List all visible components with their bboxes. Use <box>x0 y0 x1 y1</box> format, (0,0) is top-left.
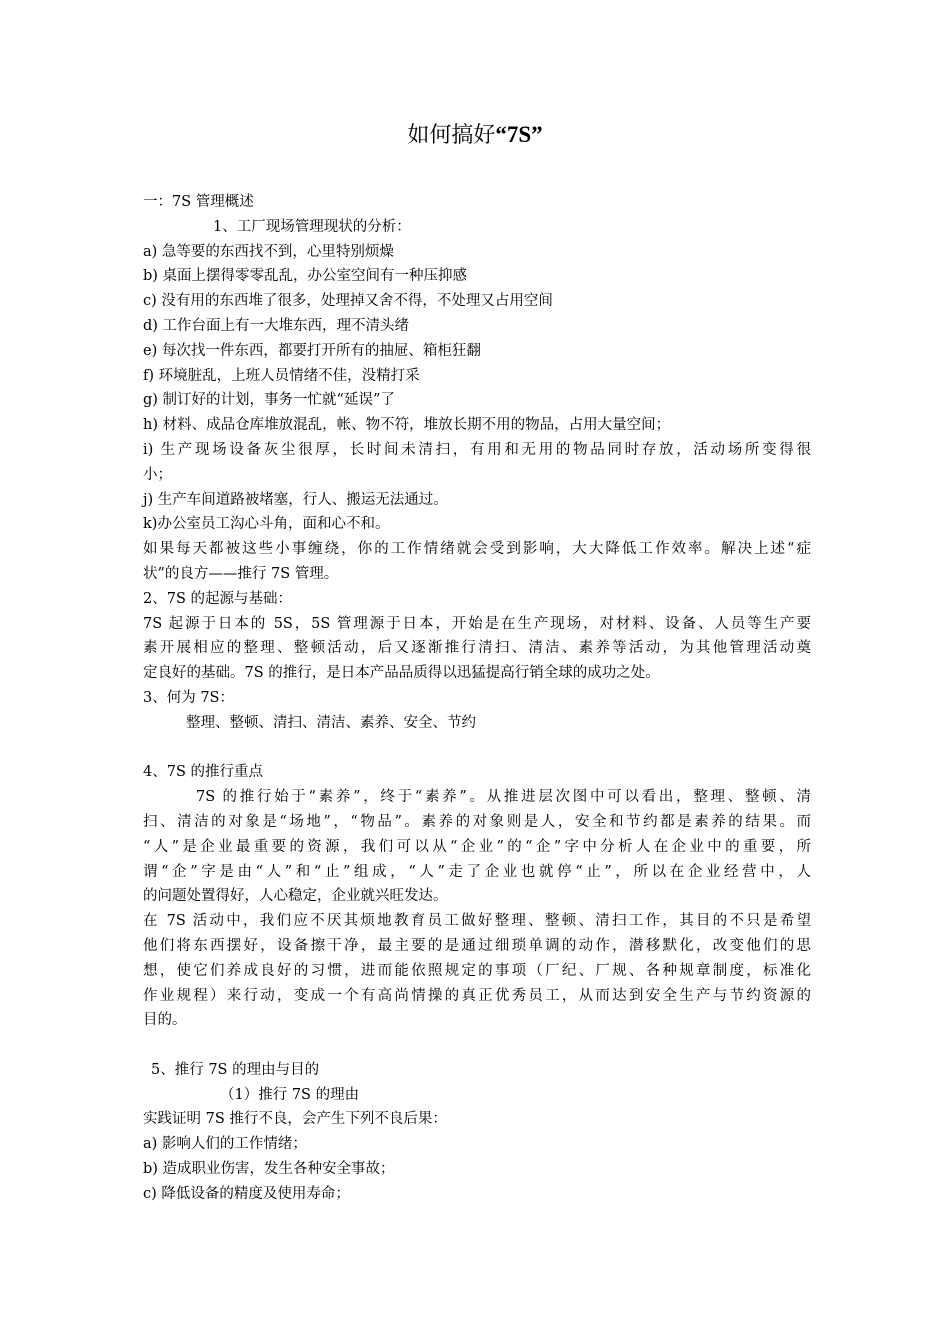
section1-subheading: 1、工厂现场管理现状的分析： <box>213 218 411 235</box>
list-item: f) 环境脏乱，上班人员情绪不佳，没精打采 <box>143 367 420 384</box>
list-item: c) 降低设备的精度及使用寿命； <box>143 1185 350 1202</box>
blank-line <box>143 1033 811 1058</box>
section3-heading: 3、何为 7S： <box>143 689 234 706</box>
paragraph-line: 目的。 <box>143 1012 187 1029</box>
document-title <box>0 118 950 153</box>
title-mark: “7S” <box>495 122 543 147</box>
list-item: j) 生产车间道路被堵塞，行人、搬运无法通过。 <box>143 491 448 508</box>
section1-heading: 一：7S 管理概述 <box>143 194 254 210</box>
paragraph-line: 谓“企”字是由“人”和“止”组成，“人”走了企业也就停“止”，所以在企业经营中，人 <box>143 863 811 880</box>
paragraph-line: 素开展相应的整理、整顿活动，后又逐渐推行清扫、清洁、素养等活动，为其他管理活动奠 <box>143 640 811 657</box>
blank-line <box>143 736 811 761</box>
paragraph-line: 在 7S 活动中，我们应不厌其烦地教育员工做好整理、整顿、清扫工作，其目的不只是希望 <box>143 913 811 930</box>
list-item: a) 影响人们的工作情绪； <box>143 1136 307 1153</box>
list-item: g) 制订好的计划，事务一忙就“延误”了 <box>143 392 395 409</box>
paragraph-line: 想，使它们养成良好的习惯，进而能依照规定的事项（厂纪、厂规、各种规章制度，标准化 <box>143 962 811 979</box>
paragraph-line: 他们将东西摆好，设备擦干净，最主要的是通过细琐单调的动作，潜移默化，改变他们的思 <box>143 937 811 954</box>
paragraph-line: 如果每天都被这些小事缠绕，你的工作情绪就会受到影响，大大降低工作效率。解决上述“症 <box>143 541 811 558</box>
list-item: k)办公室员工沟心斗角，面和心不和。 <box>143 516 390 533</box>
section3-items: 整理、整顿、清扫、清洁、素养、安全、节约 <box>186 714 476 731</box>
list-item: a) 急等要的东西找不到，心里特别烦燥 <box>143 243 394 260</box>
paragraph-line: 扫、清洁的对象是“场地”，“物品”。素养的对象则是人，安全和节约都是素养的结果。而 <box>143 813 811 830</box>
list-item: h) 材料、成品仓库堆放混乱，帐、物不符，堆放长期不用的物品，占用大量空间； <box>143 417 671 434</box>
title-prefix: 如何搞好 <box>407 123 496 148</box>
list-item: e) 每次找一件东西，都要打开所有的抽屉、箱柜狂翻 <box>143 342 481 359</box>
list-item: i) 生产现场设备灰尘很厚，长时间未清扫，有用和无用的物品同时存放，活动场所变得很 <box>143 441 811 458</box>
paragraph-line: 实践证明 7S 推行不良，会产生下列不良后果： <box>143 1111 447 1128</box>
paragraph-line: 作业规程）来行动，变成一个有高尚情操的真正优秀员工，从而达到安全生产与节约资源的 <box>143 987 811 1004</box>
paragraph-line: “人”是企业最重要的资源，我们可以从“企业”的“企”字中分析人在企业中的重要，所 <box>143 838 811 855</box>
document-body <box>143 190 811 1207</box>
list-item: b) 桌面上摆得零零乱乱，办公室空间有一种压抑感 <box>143 268 468 285</box>
list-item: c) 没有用的东西堆了很多，处理掉又舍不得，不处理又占用空间 <box>143 293 553 310</box>
paragraph-line: 7S 的推行始于“素养”，终于“素养”。从推进层次图中可以看出，整理、整顿、清 <box>196 789 811 806</box>
paragraph-line: 状”的良方——推行 7S 管理。 <box>143 565 339 582</box>
section4-heading: 4、7S 的推行重点 <box>143 764 263 781</box>
paragraph-line: 的问题处置得好，人心稳定，企业就兴旺发达。 <box>143 888 448 905</box>
paragraph-line: 定良好的基础。7S 的推行，是日本产品品质得以迅猛提高行销全球的成功之处。 <box>143 665 660 682</box>
paragraph-line: 7S 起源于日本的 5S，5S 管理源于日本，开始是在生产现场，对材料、设备、人员等生产要 <box>143 615 811 632</box>
list-item-continued: 小； <box>143 466 172 483</box>
section5-subheading: （1）推行 7S 的理由 <box>220 1086 360 1103</box>
section2-heading: 2、7S 的起源与基础： <box>143 590 292 607</box>
list-item: b) 造成职业伤害，发生各种安全事故； <box>143 1161 395 1178</box>
list-item: d) 工作台面上有一大堆东西，理不清头绪 <box>143 317 410 334</box>
section5-heading: 5、推行 7S 的理由与目的 <box>151 1061 320 1078</box>
